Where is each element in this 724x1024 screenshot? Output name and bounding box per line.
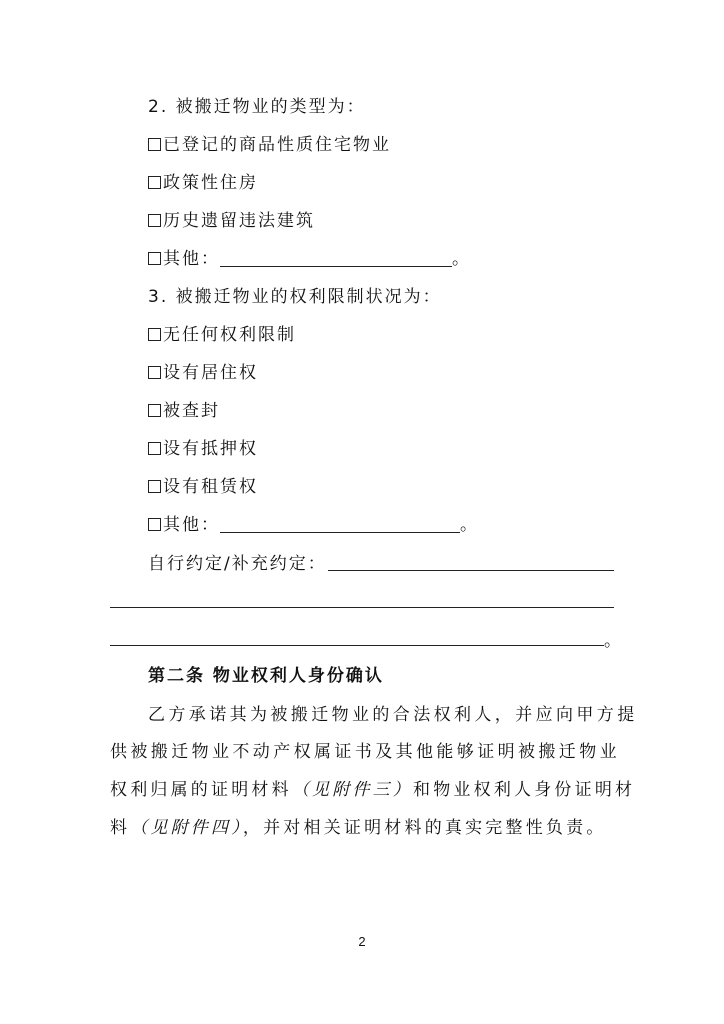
option-label: 历史遗留违法建筑 [163,211,315,231]
option-label: 其他： [163,515,220,535]
article2-line-1: 乙方承诺其为被搬迁物业的合法权利人，并应向甲方提 [148,705,638,725]
checkbox-icon[interactable] [148,518,161,531]
annex-reference: （见附件三） [291,780,414,800]
option-label: 设有居住权 [163,363,258,383]
option-label: 设有抵押权 [163,439,258,459]
checkbox-icon[interactable] [148,214,161,227]
other-blank-field[interactable] [220,518,460,533]
custom-agreement-blank-2[interactable] [110,607,614,608]
section2-option-1[interactable] [148,134,391,156]
annex-reference: （见附件四） [130,818,243,838]
custom-agreement-label: 自行约定/补充约定： [148,554,327,574]
section3-option-3[interactable] [148,400,220,422]
section3-option-1[interactable] [148,324,296,346]
section2-option-other[interactable] [148,248,471,270]
checkbox-icon[interactable] [148,404,161,417]
checkbox-icon[interactable] [148,176,161,189]
article2-line-3 [110,779,635,801]
section2-title: 2. 被搬迁物业的类型为： [148,97,366,117]
other-blank-field[interactable] [220,252,452,267]
text-segment: 权利归属的证明材料 [110,780,292,800]
option-label: 被查封 [163,401,220,421]
section2-option-3[interactable] [148,210,315,232]
checkbox-icon[interactable] [148,328,161,341]
option-label: 设有租赁权 [163,477,258,497]
option-label: 其他： [163,249,220,269]
text-segment: 和物业权利人身份证明材 [413,780,636,800]
article2-line-2: 供被搬迁物业不动产权属证书及其他能够证明被搬迁物业 [110,742,620,762]
option-label: 政策性住房 [163,173,258,193]
period: 。 [452,249,471,269]
custom-agreement-blank-3[interactable] [110,645,604,646]
checkbox-icon[interactable] [148,138,161,151]
checkbox-icon[interactable] [148,252,161,265]
page-number: 2 [358,934,366,949]
period: 。 [460,515,479,535]
text-segment: ，并对相关证明材料的真实完整性负责。 [242,818,607,838]
section3-option-2[interactable] [148,362,258,384]
text-segment: 料 [110,818,131,838]
section3-title: 3. 被搬迁物业的权利限制状况为： [148,287,442,307]
section3-option-5[interactable] [148,476,258,498]
custom-agreement-period: 。 [604,631,623,651]
option-label: 无任何权利限制 [163,325,296,345]
article2-heading: 第二条 物业权利人身份确认 [148,666,384,686]
section2-option-2[interactable] [148,172,258,194]
option-label: 已登记的商品性质住宅物业 [163,135,391,155]
custom-agreement-blank-1[interactable] [328,570,614,571]
checkbox-icon[interactable] [148,366,161,379]
article2-line-4 [110,817,607,839]
checkbox-icon[interactable] [148,442,161,455]
checkbox-icon[interactable] [148,480,161,493]
section3-option-4[interactable] [148,438,258,460]
section3-option-other[interactable] [148,514,479,536]
